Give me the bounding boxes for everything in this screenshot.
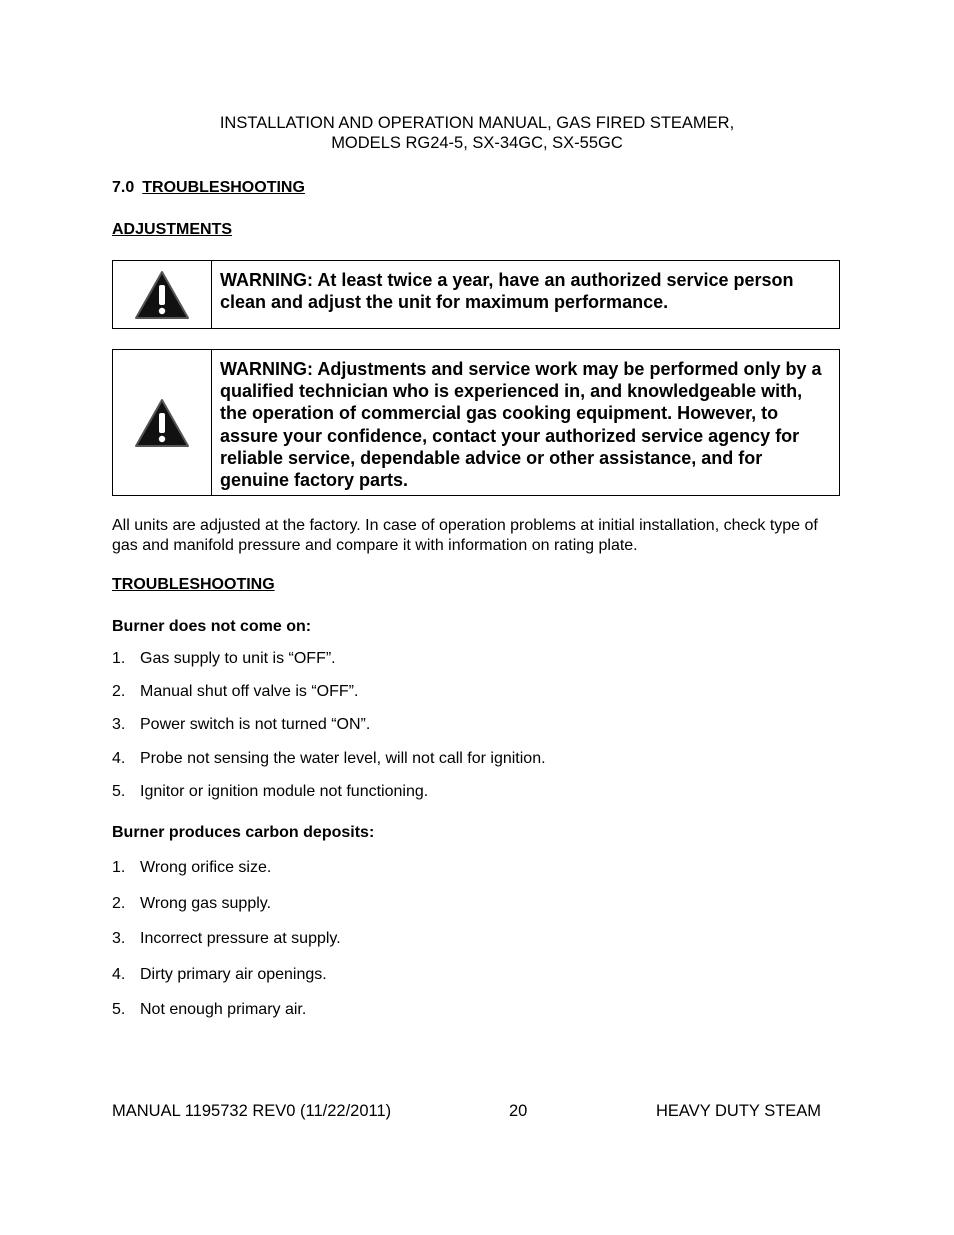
- troubleshooting-heading: TROUBLESHOOTING: [112, 576, 275, 593]
- footer-product: HEAVY DUTY STEAM: [656, 1102, 822, 1120]
- section-title-text: TROUBLESHOOTING: [142, 179, 305, 196]
- section-title: [112, 179, 305, 197]
- warning-box-1: [112, 260, 840, 329]
- warning-text-2: WARNING: Adjustments and service work may be performed only by a qualified technician who is experienced in, and knowledgeable with, the operation of commercial gas cooking equipment. However, to assure your confidence, contact your authorized service agency for reliable service, dependable advice or other assistance, and for genuine factory parts.: [220, 359, 822, 491]
- list-item: 3. Power switch is not turned “ON”.: [112, 716, 371, 733]
- section-number: 7.0: [112, 179, 135, 196]
- footer-manual-id: MANUAL 1195732 REV0 (11/22/2011): [112, 1102, 392, 1120]
- adjustments-heading: ADJUSTMENTS: [112, 221, 233, 238]
- warning-triangle-icon: [133, 269, 191, 321]
- list-item: 2. Wrong gas supply.: [112, 895, 272, 912]
- list-item: 4. Probe not sensing the water level, will not call for ignition.: [112, 750, 546, 767]
- list-item: 5. Not enough primary air.: [112, 1001, 307, 1018]
- warning-text-1: WARNING: At least twice a year, have an authorized service person clean and adjust the unit for maximum performance.: [220, 270, 794, 313]
- footer-page-number: 20: [509, 1102, 528, 1120]
- list-item: 3. Incorrect pressure at supply.: [112, 930, 341, 947]
- intro-paragraph: All units are adjusted at the factory. In case of operation problems at initial installation, check type of gas and manifold pressure and compare it with information on rating plate.: [112, 517, 818, 554]
- list-item: 4. Dirty primary air openings.: [112, 966, 327, 983]
- group-title-carbon-deposits: Burner produces carbon deposits:: [112, 824, 375, 841]
- group-title-burner-not-on: Burner does not come on:: [112, 618, 312, 635]
- warning-icon-cell: [113, 350, 212, 495]
- warning-icon-cell: [113, 261, 212, 328]
- warning-box-2: [112, 349, 840, 496]
- list-item: 5. Ignitor or ignition module not functioning.: [112, 783, 429, 800]
- list-item: 1. Wrong orifice size.: [112, 859, 272, 876]
- header-line-2: MODELS RG24-5, SX-34GC, SX-55GC: [331, 134, 623, 152]
- list-item: 2. Manual shut off valve is “OFF”.: [112, 683, 359, 700]
- list-item: 1. Gas supply to unit is “OFF”.: [112, 650, 336, 667]
- document-header: [0, 113, 954, 153]
- header-line-1: INSTALLATION AND OPERATION MANUAL, GAS FIRED STEAMER,: [219, 114, 735, 132]
- warning-triangle-icon: [133, 397, 191, 449]
